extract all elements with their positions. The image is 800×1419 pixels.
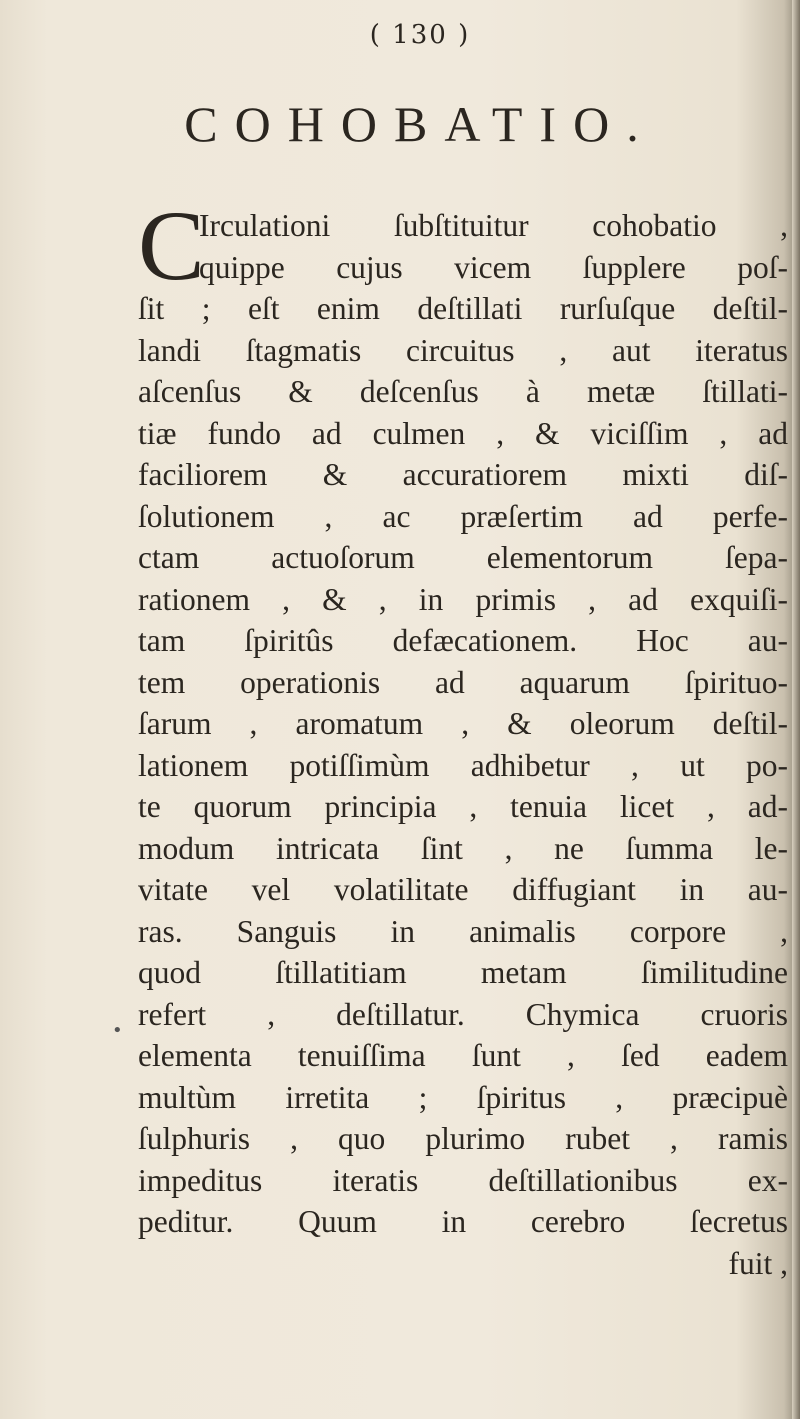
text-line: tiæ fundo ad culmen , & viciſſim , ad <box>138 415 788 451</box>
text-line: modum intricata ſint , ne ſumma le- <box>138 830 788 866</box>
text-line: peditur. Quum in cerebro ſecretus <box>138 1204 788 1239</box>
page-number: ( 130 ) <box>369 20 471 50</box>
text-line: lationem potiſſimùm adhibetur , ut po- <box>138 747 788 783</box>
text-line: ſolutionem , ac præſertim ad perfe- <box>138 498 788 534</box>
text-line: landi ſtagmatis circuitus , aut iteratus <box>138 332 788 368</box>
text-line: multùm irretita ; ſpiritus , præcipuè <box>138 1079 788 1115</box>
text-line: ras. Sanguis in animalis corpore , <box>138 913 788 949</box>
text-line: vitate vel volatilitate diffugiant in au- <box>138 872 788 907</box>
text-line: aſcenſus & deſcenſus à metæ ſtillati- <box>138 374 788 409</box>
text-line: impeditus iteratis deſtillationibus ex- <box>138 1162 788 1198</box>
text-line: tem operationis ad aquarum ſpirituo- <box>138 664 788 700</box>
text-line: quippe cujus vicem ſupplere poſ- <box>199 249 788 285</box>
text-line: refert , deſtillatur. Chymica cruoris <box>138 996 788 1032</box>
text-line: rationem , & , in primis , ad exquiſi- <box>138 581 788 617</box>
chapter-title: COHOBATIO. <box>184 96 656 152</box>
drop-cap: C <box>138 190 205 301</box>
catchword: fuit , <box>728 1245 788 1281</box>
text-line: te quorum principia , tenuia licet , ad- <box>138 789 788 824</box>
text-line: ſit ; eſt enim deſtillati rurſuſque deſtil- <box>138 291 788 326</box>
text-line: Irculationi ſubſtituitur cohobatio , <box>199 208 788 243</box>
text-line: ſarum , aromatum , & oleorum deſtil- <box>138 706 788 741</box>
text-line: ctam actuoſorum elementorum ſepa- <box>138 540 788 575</box>
text-line: tam ſpiritûs defæcationem. Hoc au- <box>138 623 788 658</box>
text-line: quod ſtillatitiam metam ſimilitudine <box>138 955 788 990</box>
text-line: elementa tenuiſſima ſunt , ſed eadem <box>138 1038 788 1073</box>
body-text <box>138 190 788 1284</box>
text-line: faciliorem & accuratiorem mixti diſ- <box>138 457 788 492</box>
margin-mark: • <box>112 1020 123 1041</box>
text-line: ſulphuris , quo plurimo rubet , ramis <box>138 1121 788 1156</box>
page-edge <box>792 0 800 1419</box>
